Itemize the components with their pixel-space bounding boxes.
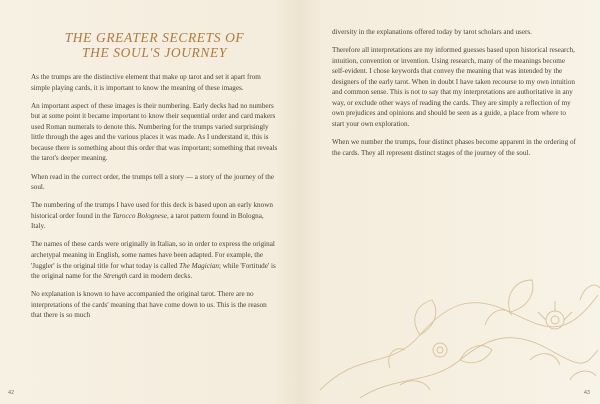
text-run: , a tarot pattern found in Bologna, Italy. [31, 211, 264, 231]
right-page [300, 0, 600, 404]
chapter-title [31, 30, 278, 60]
text-run: The numbering of the trumps I have used for this deck is based upon an early known historical order found in the [31, 201, 273, 220]
italic-term: The Magician [179, 261, 220, 270]
paragraph: diversity in the explanations offered today by tarot scholars and users. [332, 28, 532, 36]
italic-term: Tarocco Bolognese [112, 211, 167, 220]
page-number-left: 42 [8, 390, 15, 396]
text-run: The names of these cards were originally in Italian, so in order to express the original archetypal meaning in English, some names have been adapted. For example, the 'Juggler' is the original title for what today is called [31, 240, 275, 270]
chapter-title-line-1: THE GREATER SECRETS OF [64, 30, 245, 45]
paragraph: When read in the correct order, the trumps tell a story — a story of the journey of the soul. [31, 172, 275, 192]
text-run: ; while 'Fortitude' is the original name for the [31, 261, 276, 281]
paragraph: As the trumps are the distinctive element that make up tarot and set it apart from simple playing cards, it is important to know the meaning of these images. [31, 73, 261, 92]
paragraph: No explanation is known to have accompanied the original tarot. There are no interpretations of the cards' meaning that have come down to us. This is the reason that there is so much [31, 290, 267, 320]
paragraph [31, 200, 278, 232]
paragraph [31, 239, 278, 281]
floral-ornament-icon [300, 200, 600, 404]
paragraph: Therefore all interpretations are my informed guesses based upon historical research, intuition, convention or invention. Using research, many of the meanings become self-evident. I chose keywords that convey the meaning that was intended by the designers of the early tarot. When in doubt I have taken recourse to my own intuition and common sense. This is not to say that my interpretations are authoritative in any way, or exclude other ways of reading the cards. They are simply a reflection of my own prejudices and opinions and should be seen as a guide, a place from where to start your own exploration. [332, 46, 575, 128]
paragraph: An important aspect of these images is their numbering. Early decks had no numbers but at some point it became important to know their sequential order and card makers used Roman numerals to denote this. Numbering for the trumps varied surprisingly little through the ages and the various places it was made. As I understand it, this is because there is something about this order that was important; something that reveals the tarot's deeper meaning. [31, 101, 278, 163]
text-run: card in modern decks. [127, 272, 193, 281]
paragraph: When we number the trumps, four distinct phases become apparent in the ordering of the cards. They all represent distinct stages of the journey of the soul. [332, 138, 576, 157]
italic-term: Strength [103, 272, 128, 281]
chapter-title-line-2: THE SOUL'S JOURNEY [82, 45, 227, 60]
page-number-right: 43 [583, 390, 590, 396]
